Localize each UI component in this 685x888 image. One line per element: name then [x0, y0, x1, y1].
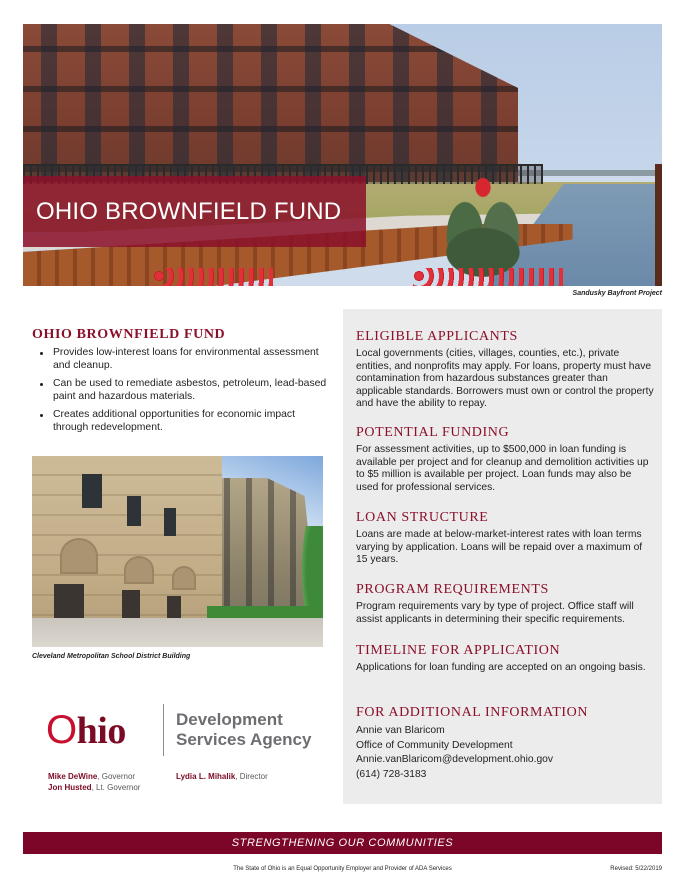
arch-medallion [172, 566, 196, 590]
plaza-ground [32, 618, 323, 647]
section-loan-structure [356, 510, 656, 567]
section-body: Loans are made at below-market-interest rates with loan terms varying by application. Loans will be repaid over a maximum of 15 years. [356, 529, 643, 566]
officials-governors [48, 771, 140, 793]
section-eligible-applicants [356, 329, 656, 411]
section-heading: ELIGIBLE APPLICANTS [356, 329, 518, 344]
agency-line-1: Development [176, 710, 283, 729]
page-title: OHIO BROWNFIELD FUND [36, 198, 342, 225]
photo-cleveland-school-building [32, 456, 323, 647]
red-flowers-left [153, 268, 273, 286]
eeo-statement: The State of Ohio is an Equal Opportunity Employer and Provider of ADA Services [233, 866, 452, 872]
section-body: Applications for loan funding are accepted on an ongoing basis. [356, 662, 646, 673]
wood-post [655, 164, 662, 286]
bullet-item: Provides low-interest loans for environmental assessment and cleanup. [38, 347, 328, 372]
contact-phone: (614) 728-3183 [356, 768, 427, 780]
section-program-requirements [356, 582, 656, 626]
footer-banner-text: STRENGTHENING OUR COMMUNITIES [231, 837, 454, 849]
ohio-wordmark [46, 708, 126, 753]
lt-governor-title: , Lt. Governor [91, 783, 141, 792]
overview-bullets [38, 347, 328, 440]
director-title: , Director [235, 772, 268, 781]
agency-line-2: Services Agency [176, 730, 312, 749]
logo-divider [163, 704, 164, 756]
section-heading: PROGRAM REQUIREMENTS [356, 582, 549, 597]
red-flowers [413, 268, 563, 286]
section-heading: POTENTIAL FUNDING [356, 425, 510, 440]
director-name: Lydia L. Mihalik [176, 772, 236, 781]
section-timeline [356, 643, 656, 675]
section-body: Local governments (cities, villages, counties, etc.), private entities, and nonprofits may apply. For loans, property must have contamination from hazardous substances greater than applicable standards. Borrowers must own or control the property and have the ability to repay. [356, 348, 654, 410]
window [127, 496, 141, 526]
hero-photo-sandusky-bayfront [23, 24, 662, 286]
photo2-caption: Cleveland Metropolitan School District Building [32, 653, 191, 660]
governor-title: , Governor [97, 772, 136, 781]
agency-name [176, 710, 311, 750]
arch-medallion [124, 556, 154, 584]
bullet-item: Creates additional opportunities for economic impact through redevelopment. [38, 409, 328, 434]
section-heading: LOAN STRUCTURE [356, 510, 489, 525]
lt-governor-name: Jon Husted [48, 783, 92, 792]
overview-heading: OHIO BROWNFIELD FUND [32, 327, 226, 342]
window [82, 474, 102, 508]
hedge [207, 606, 323, 618]
ohio-o-letter: O [46, 708, 77, 752]
window [164, 508, 176, 536]
officials-director [176, 771, 268, 782]
governor-name: Mike DeWine [48, 772, 98, 781]
section-heading: FOR ADDITIONAL INFORMATION [356, 705, 589, 720]
revised-date: Revised: 5/22/2019 [610, 866, 662, 872]
ohio-rest-letters: hio [76, 710, 126, 752]
section-body: Program requirements vary by type of project. Office staff will assist applicants in determining their specific requirements. [356, 601, 634, 625]
section-additional-information [356, 705, 656, 782]
bullet-item: Can be used to remediate asbestos, petroleum, lead-based paint and hazardous materials. [38, 378, 328, 403]
hero-caption: Sandusky Bayfront Project [572, 290, 662, 297]
arch-medallion [60, 538, 98, 574]
section-body: For assessment activities, up to $500,000 in loan funding is available per project and for cleanup and demolition activities up to $5 million is available per project. Loan funds may also be used for professional services. [356, 444, 649, 493]
section-heading: TIMELINE FOR APPLICATION [356, 643, 561, 658]
footer-banner [23, 832, 662, 854]
contact-name: Annie van Blaricom [356, 725, 445, 736]
program-details-panel [343, 309, 662, 804]
contact-office: Office of Community Development [356, 739, 513, 751]
section-potential-funding [356, 425, 656, 494]
title-band [23, 176, 366, 247]
contact-email[interactable]: Annie.vanBlaricom@development.ohio.gov [356, 754, 554, 765]
brick-building [23, 24, 518, 184]
